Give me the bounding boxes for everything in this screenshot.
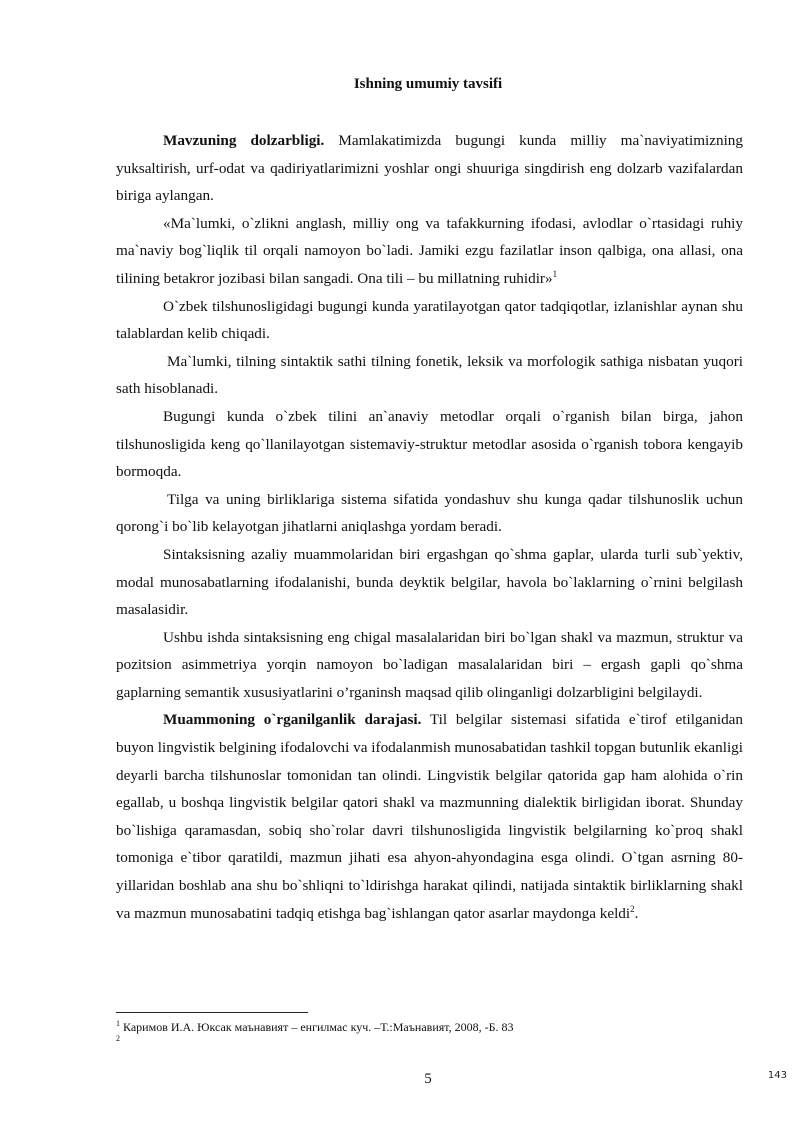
footnote-marker-1: 1 bbox=[116, 1019, 120, 1028]
paragraph-7: Sintaksisning azaliy muammolaridan biri ergashgan qo`shma gaplar, ularda turli sub`yektiv, modal munosabatlarning ifodalanishi, bunda deyktik belgilar, havola bo`laklarning o`rnini belgilash masalasidir. bbox=[116, 545, 743, 619]
paragraph-8: Ushbu ishda sintaksisning eng chigal masalalaridan biri bo`lgan shakl va mazmun, struktur va pozitsion asimmetriya yorqin namoyon bo`ladigan masalalaridan biri – ergash gapli qo`shma gaplarning semantik xususiyatlarini o’rganinsh maqsad qilib olinganligi dolzarbligini belgilaydi. bbox=[116, 628, 743, 701]
paragraph-3: O`zbek tilshunosligidagi bugungi kunda yaratilayotgan qator tadqiqotlar, izlanishlar aynan shu talablardan kelib chiqadi. bbox=[116, 297, 743, 343]
study-degree-end: . bbox=[634, 904, 639, 922]
footnote-marker-2: 2 bbox=[116, 1034, 120, 1043]
paragraph-4: Ma`lumki, tilning sintaktik sathi tilning fonetik, leksik va morfologik sathiga nisbatan yuqori sath hisoblanadi. bbox=[116, 352, 743, 398]
footnote-1 bbox=[116, 1020, 743, 1035]
study-degree-heading: Muammoning o`rganilganlik darajasi. bbox=[163, 711, 422, 729]
footnote-2 bbox=[116, 1035, 743, 1050]
corner-page-number: 143 bbox=[767, 1070, 787, 1081]
paragraph-quote bbox=[116, 210, 743, 293]
study-degree-text: Til belgilar sistemasi sifatida e`tirof etilganidan buyon lingvistik belgining ifodalovchi va ifodalanmish munosabatidan tashkil topgan butunlik ekanligi deyarli barcha tilshunoslar tomonidan tan olindi. Lingvistik belgilar qatorida gap ham alohida o`rin egallab, u boshqa lingvistik belgilar qatori shakl va mazmunning dialektik birligidan iborat. Shunday bo`lishiga qaramasdan, sobiq sho`rolar davri tilshunosligida lingvistik belgilarning ko`proq shakl tomoniga e`tibor qaratildi, mazmun jihati esa ahyon-ahyondagina esga olindi. O`tgan asrning 80-yillaridan boshlab ana shu bo`shliqni to`ldirishga harakat qilindi, natijada sintaktik birliklarning shakl va mazmun munosabatini tadqiq etishga bag`ishlangan qator asarlar maydonga keldi bbox=[116, 711, 744, 922]
quote-text: «Ma`lumki, o`zlikni anglash, milliy ong va tafakkurning ifodasi, avlodlar o`rtasidagi ruhiy ma`naviy bog`liqlik til orqali namoyon bo`ladi. Jamiki ezgu fazilatlar inson qalbiga, ona allasi, ona tilining betakror jozibasi bilan sangadi. Ona tili – bu millatning ruhidir» bbox=[116, 214, 743, 287]
footnotes bbox=[116, 1020, 743, 1050]
footnote-separator bbox=[116, 1012, 308, 1013]
paragraph-relevance bbox=[116, 127, 743, 210]
page-number: 5 bbox=[424, 1071, 432, 1087]
paragraph-study-degree bbox=[116, 706, 743, 927]
main-text bbox=[116, 127, 743, 927]
paragraph-6: Tilga va uning birliklariga sistema sifatida yondashuv shu kunga qadar tilshunoslik uchun qorong`i bo`lib kelayotgan jihatlarni aniqlashga yordam beradi. bbox=[116, 490, 743, 536]
paragraph-5: Bugungi kunda o`zbek tilini an`anaviy metodlar orqali o`rganish bilan birga, jahon tilshunosligida keng qo`llanilayotgan sistemaviy-struktur metodlar asosida o`rganish tobora kengayib bormoqda. bbox=[116, 407, 743, 481]
footnote-ref-2[interactable]: 2 bbox=[630, 903, 635, 914]
footnote-ref-1[interactable]: 1 bbox=[552, 268, 558, 279]
footnote-text-1: Каримов И.А. Юксак маънавият – енгилмас куч. –Т.:Маънавият, 2008, -Б. 83 bbox=[120, 1020, 514, 1034]
relevance-text: Mamlakatimizda bugungi kunda milliy ma`naviyatimizning yuksaltirish, urf-odat va qadiriyatlarimizni yoshlar ongi shuuriga singdirish eng dolzarb vazifalardan biriga aylangan. bbox=[116, 132, 743, 205]
relevance-heading: Mavzuning dolzarbligi. bbox=[163, 132, 325, 149]
page-title: Ishning umumiy tavsifi bbox=[353, 76, 503, 92]
